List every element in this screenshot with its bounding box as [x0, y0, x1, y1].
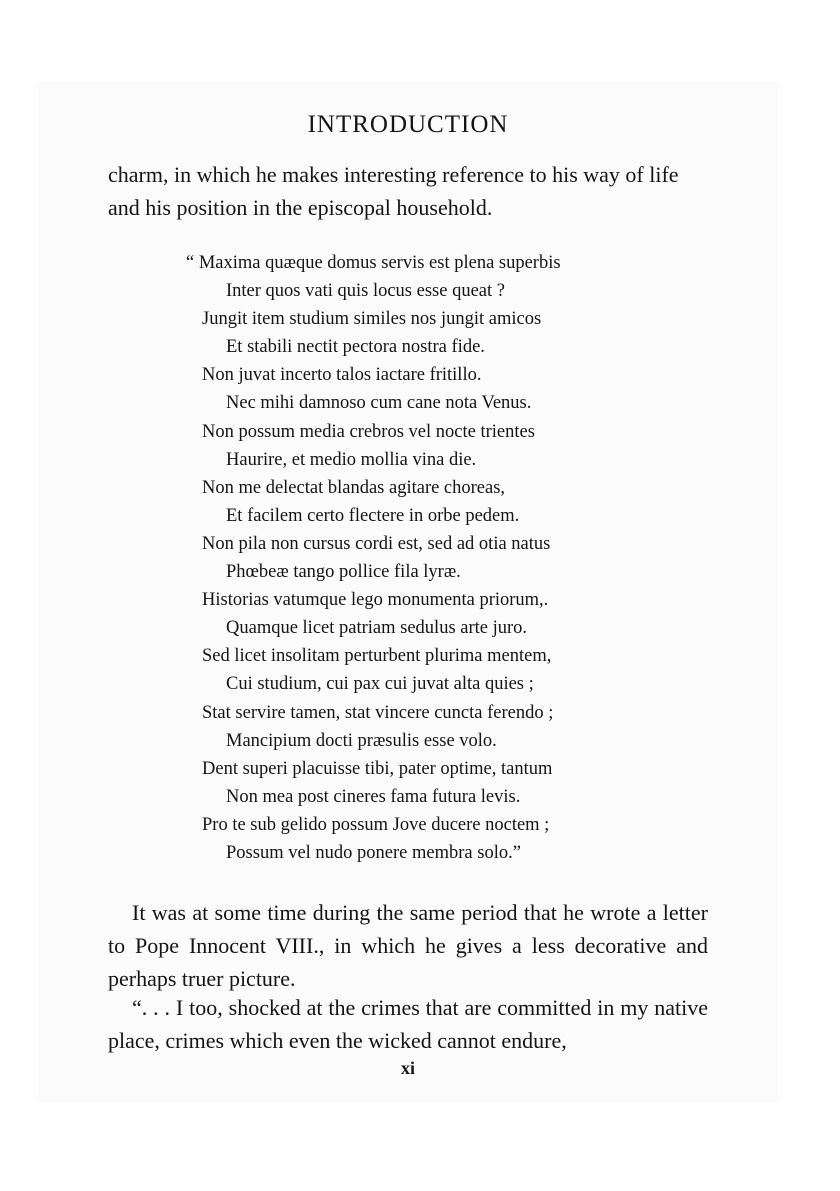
- poem-line-20: Non mea post cineres fama futura levis.: [226, 786, 521, 807]
- poem-line-3: Jungit item studium similes nos jungit amicos: [202, 309, 542, 330]
- poem-line-18: Mancipium docti præsulis esse volo.: [226, 730, 497, 751]
- paragraph-1: charm, in which he makes interesting reference to his way of life and his position in the episcopal household.: [108, 162, 679, 220]
- poem-line-15: Sed licet insolitam perturbent plurima mentem,: [202, 646, 552, 667]
- poem-block: [186, 249, 656, 867]
- poem-line-6: Nec mihi damnoso cum cane nota Venus.: [226, 393, 532, 414]
- poem-line-12: Phœbeæ tango pollice fila lyræ.: [226, 562, 461, 583]
- page-heading: INTRODUCTION: [307, 111, 509, 138]
- poem-line-16: Cui studium, cui pax cui juvat alta quies ;: [226, 674, 534, 695]
- poem-line-17: Stat servire tamen, stat vincere cuncta ferendo ;: [202, 702, 554, 723]
- poem-line-2: Inter quos vati quis locus esse queat ?: [226, 281, 505, 302]
- poem-line-14: Quamque licet patriam sedulus arte juro.: [226, 618, 528, 639]
- poem-line-21: Pro te sub gelido possum Jove ducere noctem ;: [202, 814, 550, 835]
- poem-line-5: Non juvat incerto talos iactare fritillo.: [202, 365, 482, 386]
- poem-line-22: Possum vel nudo ponere membra solo.”: [226, 842, 521, 863]
- poem-line-19: Dent superi placuisse tibi, pater optime, tantum: [202, 758, 553, 779]
- page-number: xi: [400, 1058, 415, 1078]
- poem-line-13: Historias vatumque lego monumenta priorum,.: [202, 590, 549, 611]
- paragraph-2: It was at some time during the same period that he wrote a letter to Pope Innocent VIII., in which he gives a less decorative and perhaps truer picture.: [108, 900, 708, 991]
- poem-line-4: Et stabili nectit pectora nostra fide.: [226, 337, 485, 358]
- paragraph-3: “. . . I too, shocked at the crimes that are committed in my native place, crimes which even the wicked cannot endure,: [108, 995, 708, 1053]
- poem-line-1: “ Maxima quæque domus servis est plena superbis: [186, 253, 561, 273]
- poem-line-8: Haurire, et medio mollia vina die.: [226, 449, 477, 470]
- poem-line-10: Et facilem certo flectere in orbe pedem.: [226, 505, 520, 526]
- poem-line-11: Non pila non cursus cordi est, sed ad otia natus: [202, 533, 551, 554]
- poem-line-9: Non me delectat blandas agitare choreas,: [202, 477, 506, 498]
- poem-line-7: Non possum media crebros vel nocte trientes: [202, 421, 535, 442]
